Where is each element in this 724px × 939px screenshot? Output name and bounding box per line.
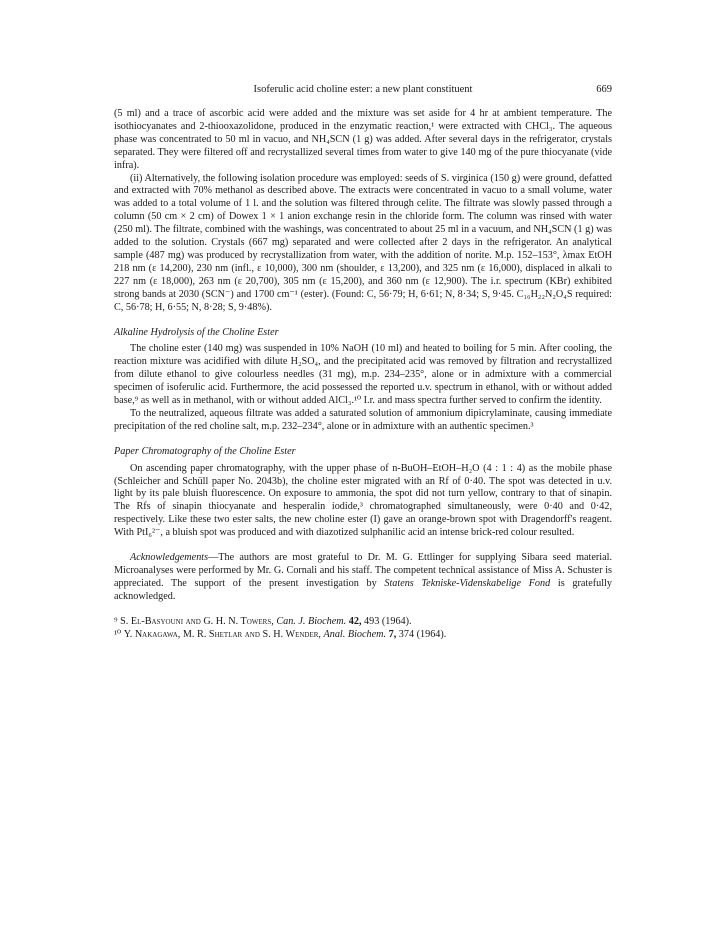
reference-number: ¹⁰	[114, 628, 122, 640]
acknowledgements	[114, 552, 612, 604]
running-title: Isoferulic acid choline ester: a new plant constituent	[253, 84, 473, 95]
section-heading-alkaline-hydrolysis: Alkaline Hydrolysis of the Choline Ester	[114, 326, 279, 338]
reference-item	[114, 629, 612, 642]
article-body	[114, 108, 612, 642]
paragraph-continued: (5 ml) and a trace of ascorbic acid were added and the mixture was set aside for 4 hr at ambient temperature. The isothiocyanates and 2-thiooxazolidone, produced in the enzymatic reaction,¹ were extracted with CHCl₃. The aqueous phase was concentrated to 50 ml in vacuo, and NH₄SCN (1 g) was added. After several days in the refrigerator, crystals separated. They were filtered off and recrystallized several times from water to give 140 mg of the pure thiocyanate (vide infra).	[114, 108, 612, 171]
reference-pages: 374 (1964).	[398, 628, 447, 640]
paragraph-isolation-method-ii: (ii) Alternatively, the following isolation procedure was employed: seeds of S. virginica (150 g) were ground, defatted and extracted with 70% methanol as described above. The extracts were concentrated in vacuo to a small volume, water was added to a total volume of 1 l. and the solution was filtered through celite. The filtrate was slowly passed through a column (50 cm × 2 cm) of Dowex 1 × 1 anion exchange resin in the chloride form. The column was rinsed with water (250 ml). The filtrate, combined with the washings, was concentrated to about 25 ml in a vacuum, and NH₄SCN (1 g) was added to the solution. Crystals (667 mg) separated and were collected after 2 days in the refrigerator. An analytical sample (487 mg) was produced by recrystallization from water, with the addition of norite. M.p. 152–153°, λmax EtOH 218 nm (ε 14,200), 230 nm (infl., ε 10,000), 300 nm (shoulder, ε 13,200), and 325 nm (ε 16,000), displaced in alkali to 227 nm (ε 18,000), 263 nm (ε 20,700), 305 nm (ε 15,200), and 360 nm (ε 12,900). The i.r. spectrum (KBr) exhibited strong bands at 2030 (SCN⁻) and 1700 cm⁻¹ (ester). (Found: C, 56·79; H, 6·61; N, 8·34; S, 9·45. C₁₆H₂₂N₂O₄S required: C, 56·78; H, 6·55; N, 8·28; S, 9·48%).	[114, 172, 612, 313]
reference-number: ⁹	[114, 615, 118, 627]
paragraph-chromatography: On ascending paper chromatography, with the upper phase of n-BuOH–EtOH–H₂O (4 : 1 : 4) as the mobile phase (Schleicher and Schüll paper No. 2043b), the choline ester migrated with an Rf of 0·40. The spot was detected in u.v. light by its pale bluish fluorescence. On exposure to ammonia, the spot did not turn yellow, contrary to that of sinapin. The Rfs of sinapin thiocyanate and hesperalin iodide,³ chromatographed simultaneously, were 0·40 and 0·42, respectively. Like these two ester salts, the new choline ester (I) gave an orange-brown spot with Dragendorff's reagent. With PtI₆²⁻, a bluish spot was produced and with diazotized sulphanilic acid an intense brick-red colour resulted.	[114, 462, 612, 539]
paragraph-choline-salt: To the neutralized, aqueous filtrate was added a saturated solution of ammonium dipicrylaminate, causing immediate precipitation of the red choline salt, m.p. 232–234°, alone or in admixture with an authentic specimen.³	[114, 407, 612, 432]
reference-authors: S. El-Basyouni and G. H. N. Towers,	[120, 615, 274, 627]
section-heading-paper-chromatography: Paper Chromatography of the Choline Ester	[114, 445, 296, 457]
page-number: 669	[596, 84, 612, 95]
reference-journal: Can. J. Biochem.	[276, 615, 347, 627]
reference-volume: 42,	[348, 615, 362, 627]
reference-pages: 493 (1964).	[364, 615, 412, 627]
acknowledgements-label: Acknowledgements	[130, 552, 209, 564]
reference-journal: Anal. Biochem.	[323, 628, 387, 640]
acknowledgements-tail: is gratefully acknowledged.	[114, 577, 612, 602]
reference-list	[114, 616, 612, 642]
acknowledgements-funder: Statens Tekniske-Videnskabelige Fond	[384, 577, 551, 589]
acknowledgements-text: —The authors are most grateful to Dr. M. G. Ettlinger for supplying Sibara seed material. Microanalyses were performed by Mr. G. Cornali and his staff. The competent technical assistance of Miss A. Schuster is appreciated. The support of the present investigation by	[114, 552, 612, 589]
reference-authors: Y. Nakagawa, M. R. Shetlar and S. H. Wender,	[123, 628, 321, 640]
reference-item	[114, 616, 612, 629]
paragraph-hydrolysis: The choline ester (140 mg) was suspended in 10% NaOH (10 ml) and heated to boiling for 5 min. After cooling, the reaction mixture was acidified with dilute H₂SO₄, and the precipitated acid was removed by filtration and recrystallized from dilute ethanol to give colourless needles (31 mg), m.p. 234–235°, alone or in admixture with a commercial specimen of isoferulic acid. Furthermore, the acid possessed the reported u.v. spectrum in ethanol, with or without added base,⁹ as well as in methanol, with or without added AlCl₃.¹⁰ I.r. and mass spectra further served to confirm the identity.	[114, 343, 612, 407]
reference-volume: 7,	[388, 628, 397, 640]
